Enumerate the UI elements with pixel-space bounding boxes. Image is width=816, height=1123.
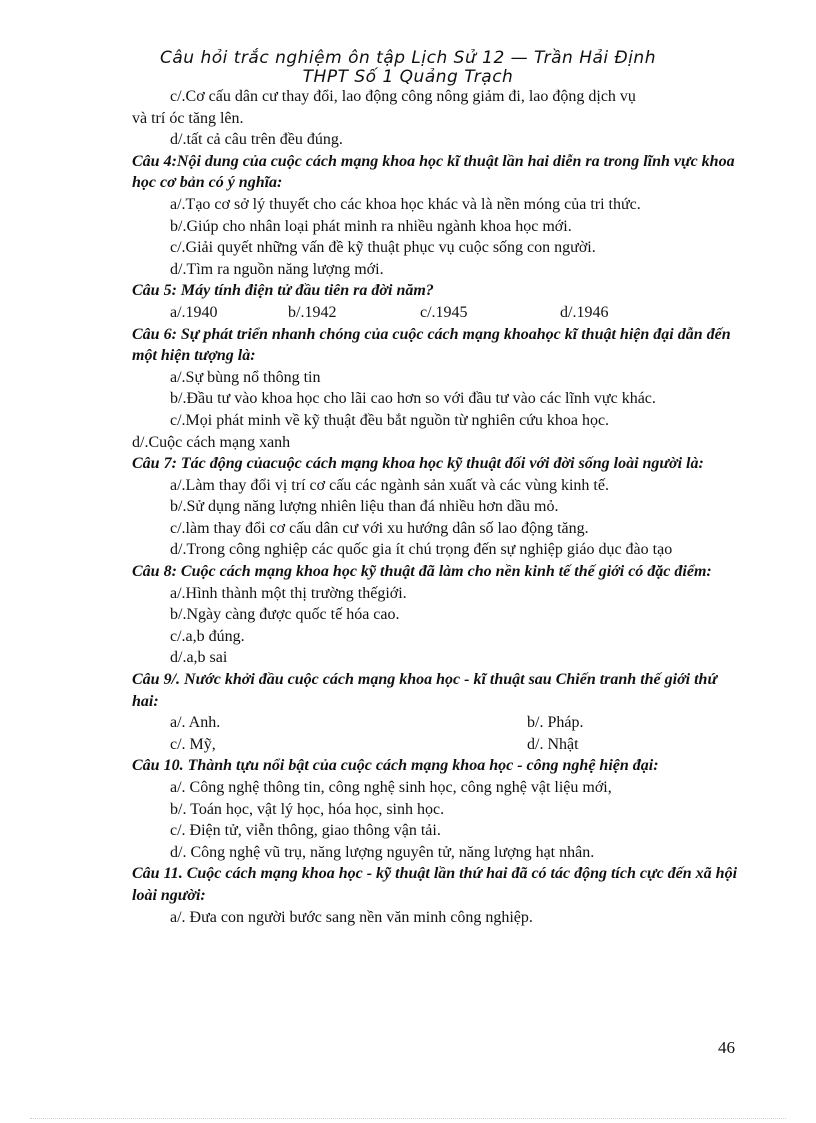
question-7-option-c: c/.làm thay đổi cơ cấu dân cư với xu hướng dân số lao động tăng. [170,519,589,537]
question-5: Câu 5: Máy tính điện tử đầu tiên ra đời năm? [132,282,434,300]
question-8-option-d: d/.a,b sai [170,649,228,667]
question-7: Câu 7: Tác động củacuộc cách mạng khoa học kỹ thuật đối với đời sống loài người là: [132,455,704,473]
question-5-option-a: a/.1940 [170,303,218,321]
question-10: Câu 10. Thành tựu nổi bật của cuộc cách mạng khoa học - công nghệ hiện đại: [132,757,659,775]
question-6: Câu 6: Sự phát triển nhanh chóng của cuộc cách mạng khoahọc kĩ thuật hiện đại dẫn đến một hiện tượng là: [132,325,731,365]
page-content [132,86,744,928]
question-8-option-a: a/.Hình thành một thị trường thếgiới. [170,584,407,602]
question-9: Câu 9/. Nước khởi đầu cuộc cách mạng khoa học - kĩ thuật sau Chiến tranh thế giới thứ hai: [132,671,718,710]
question-4: Câu 4:Nội dung của cuộc cách mạng khoa học kĩ thuật lần hai diễn ra trong lĩnh vực khoa học cơ bản có ý nghĩa: [132,152,735,192]
question-5-option-b: b/.1942 [288,303,337,321]
question-6-option-a: a/.Sự bùng nổ thông tin [170,368,321,386]
question-5-option-d: d/.1946 [560,303,609,321]
question-4-option-b: b/.Giúp cho nhân loại phát minh ra nhiều ngành khoa học mới. [170,217,572,235]
question-7-option-a: a/.Làm thay đổi vị trí cơ cấu các ngành sản xuất và các vùng kinh tế. [170,476,609,494]
question-10-option-d: d/. Công nghệ vũ trụ, năng lượng nguyên tử, năng lượng hạt nhân. [170,843,595,861]
question-8-option-c: c/.a,b đúng. [170,627,245,645]
question-9-option-b: b/. Pháp. [527,714,584,732]
question-4-option-c: c/.Giải quyết những vấn đề kỹ thuật phục vụ cuộc sống con người. [170,239,596,257]
question-5-options [132,302,744,324]
running-header-school: THPT Số 1 Quảng Trạch [302,67,514,87]
question-7-option-d: d/.Trong công nghiệp các quốc gia ít chú trọng đến sự nghiệp giáo dục đào tạo [170,541,673,559]
option-line: c/.Cơ cấu dân cư thay đổi, lao động công nông giảm đi, lao động dịch vụ [170,88,636,105]
question-9-option-a: a/. Anh. [170,714,221,732]
running-header-title: Câu hỏi trắc nghiệm ôn tập Lịch Sử 12 — Trần Hải Định [160,48,656,68]
question-7-option-b: b/.Sử dụng năng lượng nhiên liệu than đá nhiều hơn dầu mỏ. [170,498,559,516]
question-9-options-row2 [132,734,744,756]
question-9-option-d: d/. Nhật [527,735,579,753]
question-11-option-a: a/. Đưa con người bước sang nền văn minh công nghiệp. [170,908,533,926]
option-line: d/.tất cả câu trên đều đúng. [170,131,343,149]
question-6-option-d: d/.Cuộc cách mạng xanh [132,433,291,451]
page-number: 46 [718,1038,735,1057]
question-6-option-b: b/.Đầu tư vào khoa học cho lãi cao hơn so với đầu tư vào các lĩnh vực khác. [170,390,656,408]
page-bottom-divider [30,1118,786,1119]
question-10-option-a: a/. Công nghệ thông tin, công nghệ sinh học, công nghệ vật liệu mới, [170,779,612,796]
question-8: Câu 8: Cuộc cách mạng khoa học kỹ thuật đã làm cho nền kinh tế thế giới có đặc điểm: [132,563,712,581]
option-continuation: và trí óc tăng lên. [132,109,244,127]
question-6-option-c: c/.Mọi phát minh về kỹ thuật đều bắt nguồn từ nghiên cứu khoa học. [170,411,610,429]
question-4-option-a: a/.Tạo cơ sở lý thuyết cho các khoa học khác và là nền móng của tri thức. [170,195,641,213]
question-9-options-row1 [132,712,744,734]
question-10-option-c: c/. Điện tử, viễn thông, giao thông vận tải. [170,822,441,840]
question-8-option-b: b/.Ngày càng được quốc tế hóa cao. [170,606,400,624]
question-10-option-b: b/. Toán học, vật lý học, hóa học, sinh học. [170,800,445,818]
question-9-option-c: c/. Mỹ, [170,735,216,753]
question-4-option-d: d/.Tìm ra nguồn năng lượng mới. [170,260,384,278]
question-11: Câu 11. Cuộc cách mạng khoa học - kỹ thuật lần thứ hai đã có tác động tích cực đến xã hội loài người: [132,865,738,904]
question-5-option-c: c/.1945 [420,303,468,321]
